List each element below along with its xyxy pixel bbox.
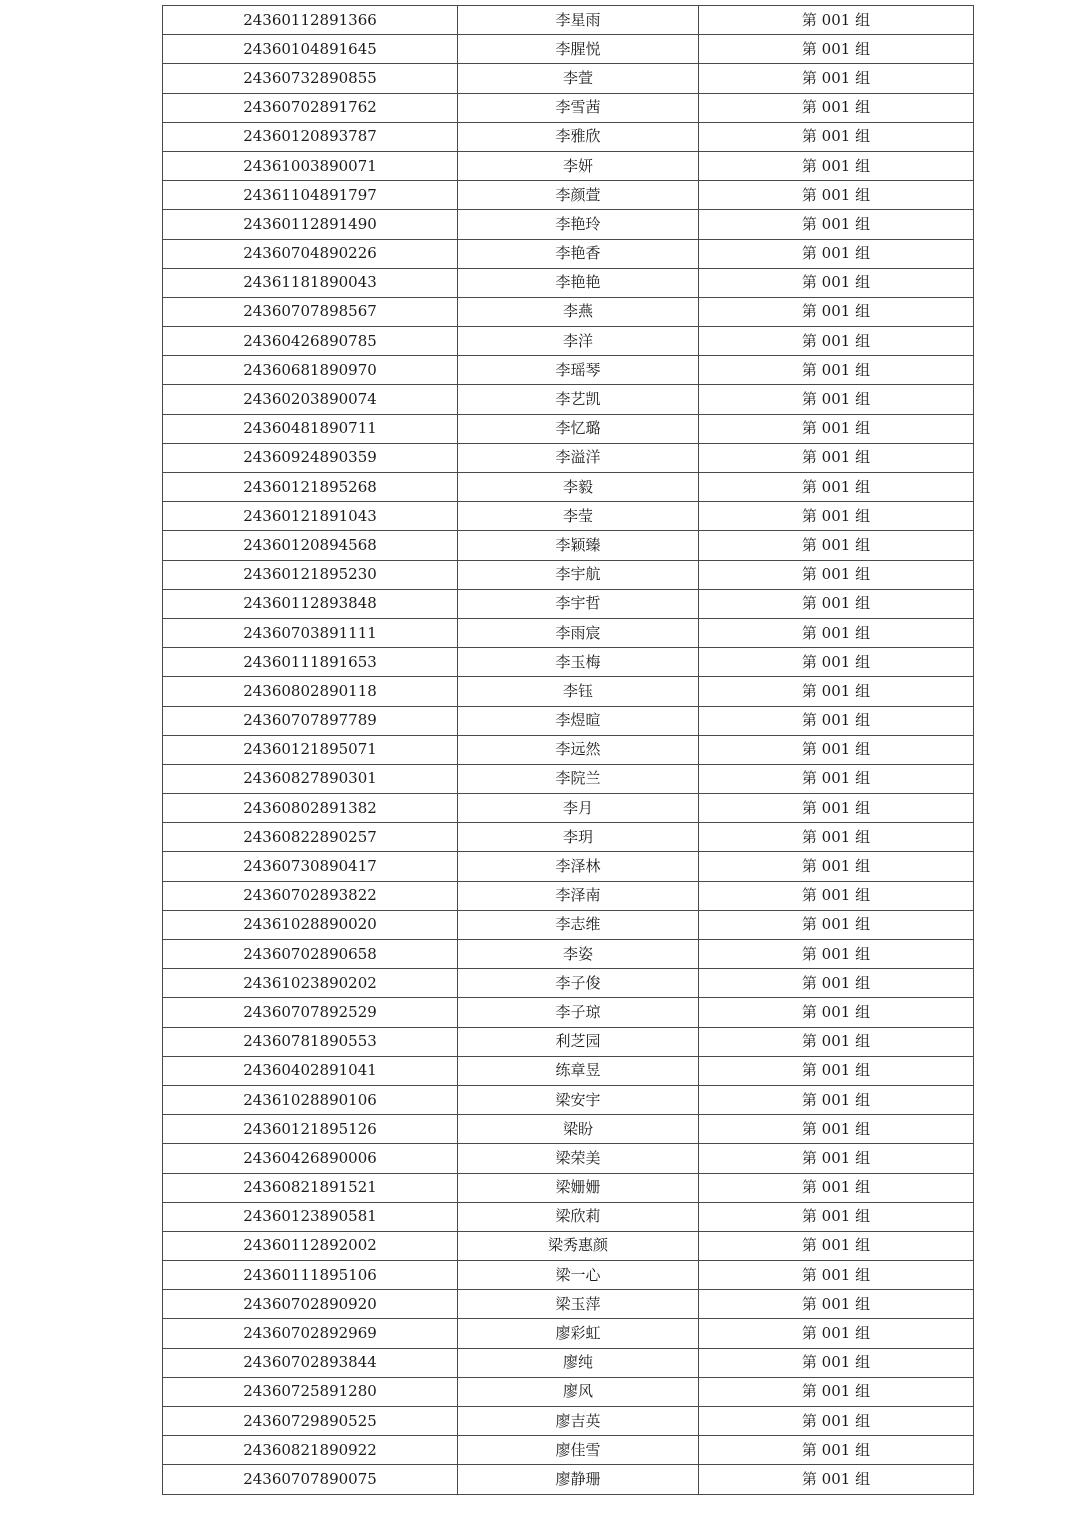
table-row (163, 677, 974, 706)
candidate-id-cell: 24360732890855 (163, 64, 458, 93)
group-cell: 第 001 组 (699, 181, 974, 210)
candidate-name-cell: 李子俊 (458, 969, 699, 998)
candidate-id-cell: 24360120894568 (163, 531, 458, 560)
candidate-id-cell: 24360704890226 (163, 239, 458, 268)
group-cell: 第 001 组 (699, 1407, 974, 1436)
candidate-name-cell: 李颜萱 (458, 181, 699, 210)
candidate-id-cell: 24360111891653 (163, 648, 458, 677)
candidate-id-cell: 24360121895071 (163, 735, 458, 764)
group-cell: 第 001 组 (699, 6, 974, 35)
candidate-id-cell: 24360121895126 (163, 1115, 458, 1144)
candidate-id-cell: 24360702890658 (163, 940, 458, 969)
candidate-name-cell: 李泽南 (458, 881, 699, 910)
table-row (163, 706, 974, 735)
candidate-id-cell: 24360802890118 (163, 677, 458, 706)
table-row (163, 998, 974, 1027)
group-cell: 第 001 组 (699, 618, 974, 647)
table-row (163, 1436, 974, 1465)
candidate-name-cell: 李志维 (458, 910, 699, 939)
candidate-id-cell: 24360702893822 (163, 881, 458, 910)
candidate-id-cell: 24360112893848 (163, 589, 458, 618)
candidate-id-cell: 24360707892529 (163, 998, 458, 1027)
table-row (163, 1173, 974, 1202)
candidate-id-cell: 24361003890071 (163, 151, 458, 180)
candidate-id-cell: 24360203890074 (163, 385, 458, 414)
candidate-name-cell: 李萱 (458, 64, 699, 93)
candidate-id-cell: 24360730890417 (163, 852, 458, 881)
table-row (163, 1056, 974, 1085)
group-cell: 第 001 组 (699, 1348, 974, 1377)
group-cell: 第 001 组 (699, 998, 974, 1027)
candidate-name-cell: 李宇航 (458, 560, 699, 589)
candidate-name-cell: 李远然 (458, 735, 699, 764)
candidate-name-cell: 李雅欣 (458, 122, 699, 151)
group-cell: 第 001 组 (699, 93, 974, 122)
candidate-name-cell: 梁一心 (458, 1261, 699, 1290)
table-row (163, 531, 974, 560)
candidate-id-cell: 24360821890922 (163, 1436, 458, 1465)
candidate-name-cell: 李忆璐 (458, 414, 699, 443)
table-row (163, 1085, 974, 1114)
candidate-name-cell: 李艳香 (458, 239, 699, 268)
group-cell: 第 001 组 (699, 1027, 974, 1056)
candidate-id-cell: 24360729890525 (163, 1407, 458, 1436)
candidate-name-cell: 廖静珊 (458, 1465, 699, 1494)
candidate-id-cell: 24360702891762 (163, 93, 458, 122)
candidate-id-cell: 24360725891280 (163, 1377, 458, 1406)
candidate-id-cell: 24360123890581 (163, 1202, 458, 1231)
table-row (163, 852, 974, 881)
candidate-name-cell: 李煜暄 (458, 706, 699, 735)
candidate-id-cell: 24361028890106 (163, 1085, 458, 1114)
candidate-name-cell: 梁荣美 (458, 1144, 699, 1173)
candidate-id-cell: 24360426890785 (163, 327, 458, 356)
candidate-name-cell: 李钰 (458, 677, 699, 706)
table-row (163, 1261, 974, 1290)
table-row (163, 6, 974, 35)
candidate-id-cell: 24360781890553 (163, 1027, 458, 1056)
table-row (163, 297, 974, 326)
candidate-id-cell: 24361023890202 (163, 969, 458, 998)
candidate-name-cell: 李妍 (458, 151, 699, 180)
group-cell: 第 001 组 (699, 531, 974, 560)
candidate-name-cell: 李泽林 (458, 852, 699, 881)
group-cell: 第 001 组 (699, 1056, 974, 1085)
candidate-name-cell: 李毅 (458, 473, 699, 502)
candidate-name-cell: 李艳玲 (458, 210, 699, 239)
candidate-id-cell: 24361181890043 (163, 268, 458, 297)
table-row (163, 385, 974, 414)
candidate-name-cell: 廖佳雪 (458, 1436, 699, 1465)
roster-body (163, 6, 974, 1495)
table-row (163, 327, 974, 356)
candidate-name-cell: 李颖臻 (458, 531, 699, 560)
candidate-id-cell: 24360821891521 (163, 1173, 458, 1202)
candidate-name-cell: 李玉梅 (458, 648, 699, 677)
table-row (163, 764, 974, 793)
table-row (163, 181, 974, 210)
candidate-id-cell: 24360702890920 (163, 1290, 458, 1319)
table-row (163, 210, 974, 239)
candidate-name-cell: 李宇哲 (458, 589, 699, 618)
candidate-name-cell: 李院兰 (458, 764, 699, 793)
table-row (163, 64, 974, 93)
candidate-name-cell: 李瑶琴 (458, 356, 699, 385)
candidate-id-cell: 24360426890006 (163, 1144, 458, 1173)
candidate-name-cell: 李姿 (458, 940, 699, 969)
group-cell: 第 001 组 (699, 706, 974, 735)
group-cell: 第 001 组 (699, 473, 974, 502)
candidate-id-cell: 24360121891043 (163, 502, 458, 531)
table-row (163, 940, 974, 969)
candidate-name-cell: 李莹 (458, 502, 699, 531)
table-row (163, 1290, 974, 1319)
group-cell: 第 001 组 (699, 64, 974, 93)
candidate-id-cell: 24360112891366 (163, 6, 458, 35)
group-cell: 第 001 组 (699, 794, 974, 823)
candidate-name-cell: 廖纯 (458, 1348, 699, 1377)
group-cell: 第 001 组 (699, 1436, 974, 1465)
candidate-name-cell: 李艳艳 (458, 268, 699, 297)
group-cell: 第 001 组 (699, 122, 974, 151)
candidate-name-cell: 梁姗姗 (458, 1173, 699, 1202)
group-cell: 第 001 组 (699, 1085, 974, 1114)
candidate-name-cell: 廖彩虹 (458, 1319, 699, 1348)
group-cell: 第 001 组 (699, 1377, 974, 1406)
table-row (163, 881, 974, 910)
group-cell: 第 001 组 (699, 881, 974, 910)
table-row (163, 589, 974, 618)
table-row (163, 1407, 974, 1436)
candidate-id-cell: 24360702892969 (163, 1319, 458, 1348)
group-cell: 第 001 组 (699, 35, 974, 64)
group-cell: 第 001 组 (699, 764, 974, 793)
candidate-name-cell: 廖风 (458, 1377, 699, 1406)
candidate-id-cell: 24360402891041 (163, 1056, 458, 1085)
candidate-id-cell: 24360802891382 (163, 794, 458, 823)
group-cell: 第 001 组 (699, 1319, 974, 1348)
candidate-id-cell: 24360707890075 (163, 1465, 458, 1494)
candidate-name-cell: 李星雨 (458, 6, 699, 35)
group-cell: 第 001 组 (699, 852, 974, 881)
group-cell: 第 001 组 (699, 443, 974, 472)
table-row (163, 443, 974, 472)
roster-sheet (162, 5, 973, 1495)
table-row (163, 1465, 974, 1494)
group-cell: 第 001 组 (699, 589, 974, 618)
group-cell: 第 001 组 (699, 356, 974, 385)
candidate-name-cell: 练章昱 (458, 1056, 699, 1085)
table-row (163, 93, 974, 122)
table-row (163, 1319, 974, 1348)
table-row (163, 1202, 974, 1231)
candidate-name-cell: 李子琼 (458, 998, 699, 1027)
candidate-name-cell: 李腥悦 (458, 35, 699, 64)
candidate-name-cell: 李玥 (458, 823, 699, 852)
table-row (163, 122, 974, 151)
table-row (163, 794, 974, 823)
group-cell: 第 001 组 (699, 210, 974, 239)
candidate-name-cell: 李溢洋 (458, 443, 699, 472)
group-cell: 第 001 组 (699, 502, 974, 531)
candidate-id-cell: 24360924890359 (163, 443, 458, 472)
group-cell: 第 001 组 (699, 1231, 974, 1260)
candidate-name-cell: 李雪茜 (458, 93, 699, 122)
table-row (163, 618, 974, 647)
group-cell: 第 001 组 (699, 297, 974, 326)
candidate-name-cell: 李艺凯 (458, 385, 699, 414)
group-cell: 第 001 组 (699, 268, 974, 297)
candidate-name-cell: 利芝园 (458, 1027, 699, 1056)
candidate-name-cell: 廖吉英 (458, 1407, 699, 1436)
group-cell: 第 001 组 (699, 239, 974, 268)
table-row (163, 1144, 974, 1173)
group-cell: 第 001 组 (699, 1290, 974, 1319)
table-row (163, 1027, 974, 1056)
candidate-id-cell: 24360121895268 (163, 473, 458, 502)
candidate-id-cell: 24361104891797 (163, 181, 458, 210)
group-cell: 第 001 组 (699, 1202, 974, 1231)
candidate-id-cell: 24360822890257 (163, 823, 458, 852)
roster-table (162, 5, 974, 1495)
group-cell: 第 001 组 (699, 1261, 974, 1290)
candidate-name-cell: 李洋 (458, 327, 699, 356)
table-row (163, 823, 974, 852)
candidate-id-cell: 24360827890301 (163, 764, 458, 793)
candidate-name-cell: 李燕 (458, 297, 699, 326)
group-cell: 第 001 组 (699, 910, 974, 939)
candidate-id-cell: 24360681890970 (163, 356, 458, 385)
table-row (163, 151, 974, 180)
candidate-name-cell: 梁盼 (458, 1115, 699, 1144)
candidate-name-cell: 梁秀惠颜 (458, 1231, 699, 1260)
table-row (163, 35, 974, 64)
candidate-id-cell: 24360707898567 (163, 297, 458, 326)
candidate-name-cell: 李月 (458, 794, 699, 823)
group-cell: 第 001 组 (699, 560, 974, 589)
candidate-id-cell: 24360120893787 (163, 122, 458, 151)
group-cell: 第 001 组 (699, 414, 974, 443)
group-cell: 第 001 组 (699, 823, 974, 852)
candidate-id-cell: 24360104891645 (163, 35, 458, 64)
candidate-id-cell: 24360702893844 (163, 1348, 458, 1377)
table-row (163, 648, 974, 677)
group-cell: 第 001 组 (699, 940, 974, 969)
group-cell: 第 001 组 (699, 327, 974, 356)
group-cell: 第 001 组 (699, 1115, 974, 1144)
group-cell: 第 001 组 (699, 1144, 974, 1173)
group-cell: 第 001 组 (699, 151, 974, 180)
table-row (163, 1377, 974, 1406)
table-row (163, 356, 974, 385)
candidate-id-cell: 24360707897789 (163, 706, 458, 735)
candidate-name-cell: 梁玉萍 (458, 1290, 699, 1319)
candidate-id-cell: 24360112891490 (163, 210, 458, 239)
candidate-id-cell: 24361028890020 (163, 910, 458, 939)
table-row (163, 414, 974, 443)
table-row (163, 560, 974, 589)
table-row (163, 1348, 974, 1377)
table-row (163, 473, 974, 502)
table-row (163, 502, 974, 531)
table-row (163, 969, 974, 998)
table-row (163, 1231, 974, 1260)
candidate-id-cell: 24360112892002 (163, 1231, 458, 1260)
candidate-id-cell: 24360121895230 (163, 560, 458, 589)
group-cell: 第 001 组 (699, 385, 974, 414)
candidate-id-cell: 24360703891111 (163, 618, 458, 647)
group-cell: 第 001 组 (699, 648, 974, 677)
group-cell: 第 001 组 (699, 1173, 974, 1202)
group-cell: 第 001 组 (699, 735, 974, 764)
candidate-id-cell: 24360481890711 (163, 414, 458, 443)
table-row (163, 1115, 974, 1144)
table-row (163, 910, 974, 939)
candidate-name-cell: 李雨宸 (458, 618, 699, 647)
table-row (163, 239, 974, 268)
candidate-name-cell: 梁安宇 (458, 1085, 699, 1114)
group-cell: 第 001 组 (699, 1465, 974, 1494)
group-cell: 第 001 组 (699, 677, 974, 706)
candidate-id-cell: 24360111895106 (163, 1261, 458, 1290)
group-cell: 第 001 组 (699, 969, 974, 998)
table-row (163, 735, 974, 764)
table-row (163, 268, 974, 297)
candidate-name-cell: 梁欣莉 (458, 1202, 699, 1231)
